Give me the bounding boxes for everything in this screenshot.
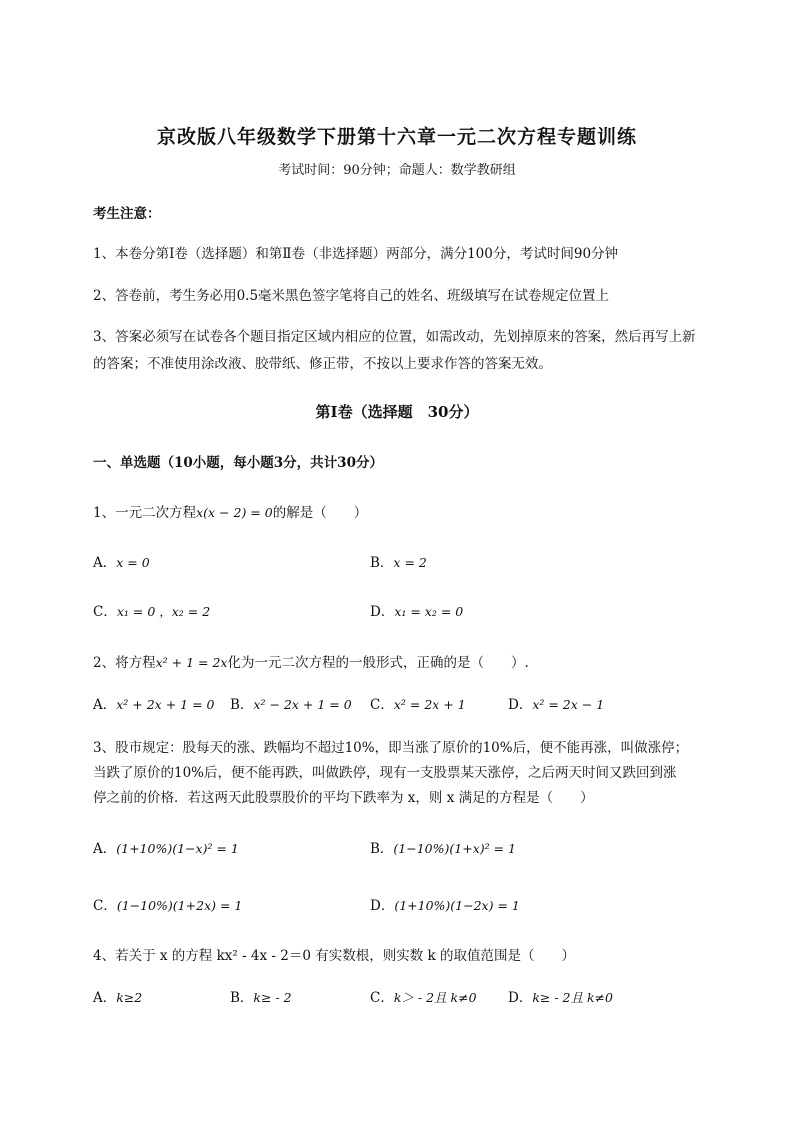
question-1-option-a[interactable]: A．x = 0 bbox=[93, 555, 150, 571]
notice-item-3-line-1: 3、答案必须写在试卷各个题目指定区域内相应的位置，如需改动，先划掉原来的答案，然后再写上新 bbox=[93, 329, 696, 345]
page-title: 京改版八年级数学下册第十六章一元二次方程专题训练 bbox=[156, 126, 637, 148]
question-1-equation: x(x − 2) = 0 bbox=[196, 505, 273, 520]
question-2-equation: x² + 1 = 2x bbox=[155, 655, 228, 670]
question-3-option-c[interactable]: C．(1−10%)(1+2x) = 1 bbox=[93, 898, 243, 914]
question-2-option-a[interactable]: A．x² + 2x + 1 = 0 bbox=[93, 697, 215, 713]
section-title: 第I卷（选择题 30分） bbox=[315, 403, 479, 421]
question-2-stem bbox=[93, 651, 529, 671]
part-heading: 一、单选题（10小题，每小题3分，共计30分） bbox=[93, 455, 383, 471]
question-1-option-c[interactable]: C．x₁ = 0 ，x₂ = 2 bbox=[93, 604, 211, 620]
question-4-option-d[interactable]: D．k≥ - 2且 k≠0 bbox=[508, 990, 613, 1006]
exam-subtitle: 考试时间：90分钟；命题人：数学教研组 bbox=[278, 163, 516, 178]
question-3-stem-line-1: 3、股市规定：股每天的涨、跌幅均不超过10%，即当涨了原价的10%后，便不能再涨，叫做涨停； bbox=[93, 740, 689, 756]
notice-item-3-line-2: 的答案；不准使用涂改液、胶带纸、修正带，不按以上要求作答的答案无效。 bbox=[93, 356, 552, 372]
question-1-stem bbox=[93, 501, 367, 521]
question-3-option-d[interactable]: D．(1+10%)(1−2x) = 1 bbox=[370, 898, 520, 914]
question-4-option-b[interactable]: B．k≥ - 2 bbox=[230, 990, 292, 1006]
question-2-stem-suffix: 化为一元二次方程的一般形式，正确的是（ ）. bbox=[227, 655, 529, 671]
question-1-stem-text: 1、一元二次方程 bbox=[93, 505, 197, 521]
question-4-option-c[interactable]: C．k＞ - 2且 k≠0 bbox=[370, 990, 477, 1006]
question-3-stem-line-3: 停之前的价格．若这两天此股票股价的平均下跌率为 x，则 x 满足的方程是（ ） bbox=[93, 790, 594, 806]
question-1-stem-suffix: 的解是（ ） bbox=[272, 505, 368, 521]
question-1-option-b[interactable]: B．x = 2 bbox=[370, 555, 427, 571]
question-4-option-a[interactable]: A．k≥2 bbox=[93, 990, 143, 1006]
question-3-option-a[interactable]: A．(1+10%)(1−x)² = 1 bbox=[93, 841, 239, 857]
notice-item-2: 2、答卷前，考生务必用0.5毫米黑色签字笔将自己的姓名、班级填写在试卷规定位置上 bbox=[93, 288, 610, 304]
question-2-option-c[interactable]: C．x² = 2x + 1 bbox=[370, 697, 466, 713]
question-1-option-d[interactable]: D．x₁ = x₂ = 0 bbox=[370, 604, 464, 620]
notice-heading: 考生注意： bbox=[93, 206, 161, 222]
question-2-option-b[interactable]: B．x² − 2x + 1 = 0 bbox=[230, 697, 352, 713]
question-2-stem-text: 2、将方程 bbox=[93, 655, 156, 671]
question-3-option-b[interactable]: B．(1−10%)(1+x)² = 1 bbox=[370, 841, 516, 857]
question-3-stem-line-2: 当跌了原价的10%后，便不能再跌，叫做跌停，现有一支股票某天涨停，之后两天时间又跌回到涨 bbox=[93, 765, 677, 781]
question-4-stem: 4、若关于 x 的方程 kx² - 4x - 2＝0 有实数根，则实数 k 的取值范围是（ ） bbox=[93, 948, 576, 964]
question-2-option-d[interactable]: D．x² = 2x − 1 bbox=[508, 697, 605, 713]
notice-item-1: 1、本卷分第I卷（选择题）和第Ⅱ卷（非选择题）两部分，满分100分，考试时间90分钟 bbox=[93, 246, 619, 262]
